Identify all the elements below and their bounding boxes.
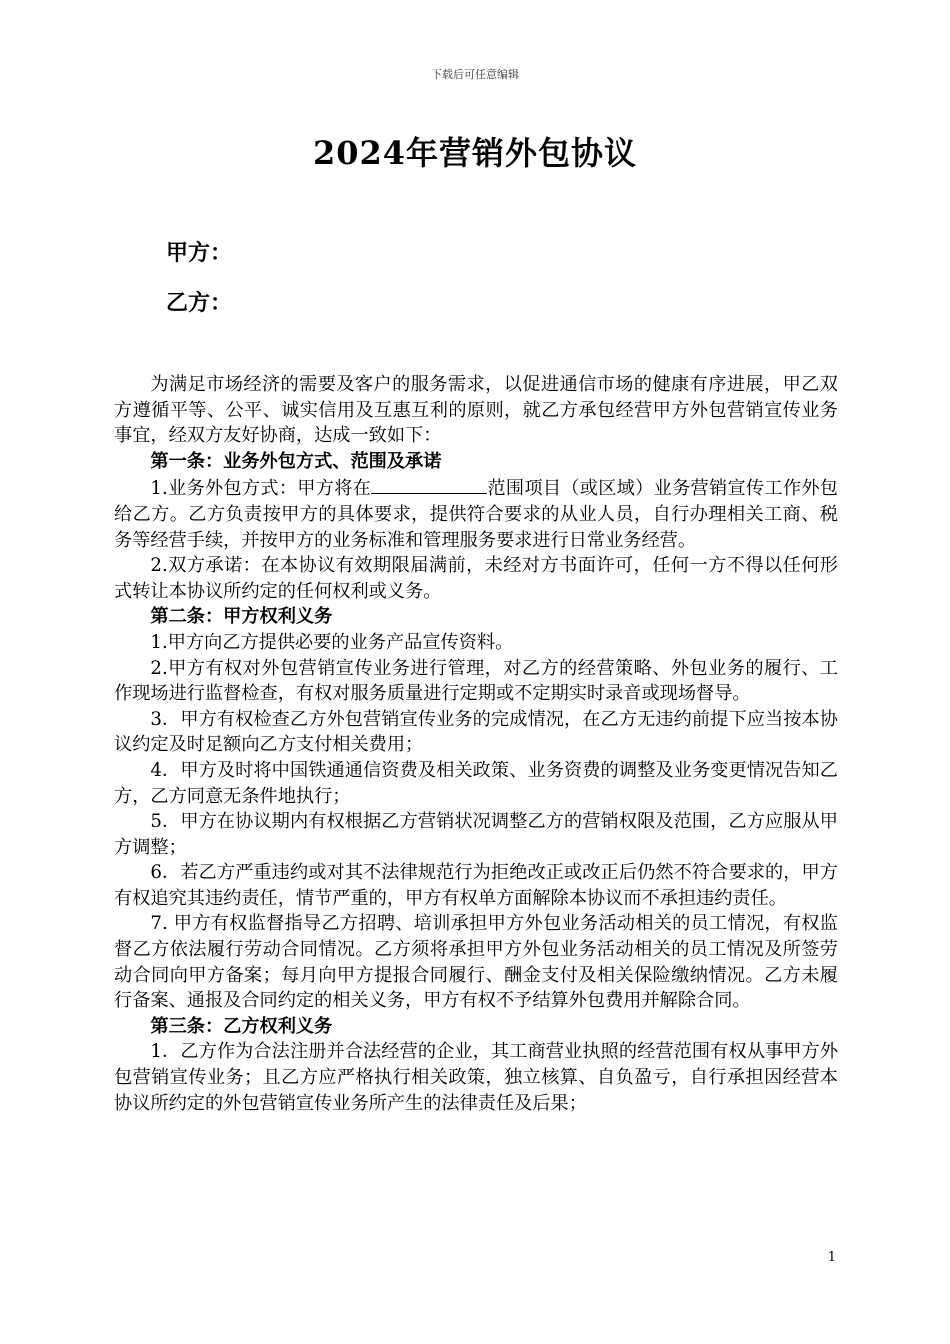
party-b-label: 乙方： [166,291,233,316]
article-1-item-1-rest: 范围项目（或区域）业务营销宣传工作外包给乙方。乙方负责按甲方的具体要求，提供符合要求的从业人员，自行办理相关工商、税务等经营手续，并按甲方的业务标准和管理服务要求进行日常业务经营。 [114,478,838,551]
article-2-item: 2.甲方有权对外包营销宣传业务进行管理，对乙方的经营策略、外包业务的履行、工作现场进行监督检查，有权对服务质量进行定期或不定期实时录音或现场督导。 [114,657,838,705]
article-2-item: 1.甲方向乙方提供必要的业务产品宣传资料。 [150,631,514,653]
article-2-item: 3．甲方有权检查乙方外包营销宣传业务的完成情况，在乙方无违约前提下应当按本协议约定及时足额向乙方支付相关费用； [114,708,838,756]
header-note: 下载后可任意编辑 [431,68,519,81]
article-1-item-1-lead: 1.业务外包方式：甲方将在 [150,478,372,500]
article-2-item: 7. 甲方有权监督指导乙方招聘、培训承担甲方外包业务活动相关的员工情况，有权监督乙方依法履行劳动合同情况。乙方须将承担甲方外包业务活动相关的员工情况及所签劳动合同向甲方备案；每月向甲方提报合同履行、酬金支付及相关保险缴纳情况。乙方未履行备案、通报及合同约定的相关义务，甲方有权不予结算外包费用并解除合同。 [114,913,838,1012]
article-3-item: 1．乙方作为合法注册并合法经营的企业，其工商营业执照的经营范围有权从事甲方外包营销宣传业务；且乙方应严格执行相关政策，独立核算、自负盈亏，自行承担因经营本协议所约定的外包营销宣传业务所产生的法律责任及后果； [114,1041,838,1114]
agreement-body [114,372,838,1116]
article-2-item: 6．若乙方严重违约或对其不法律规范行为拒绝改正或改正后仍然不符合要求的，甲方有权追究其违约责任，情节严重的，甲方有权单方面解除本协议而不承担违约责任。 [114,862,838,909]
article-1-item-2: 2.双方承诺：在本协议有效期限届满前，未经对方书面许可，任何一方不得以任何形式转让本协议所约定的任何权利或义务。 [114,555,838,602]
article-1-item-1 [114,474,838,553]
party-a-label: 甲方： [166,241,233,266]
page-number: 1 [827,1250,836,1265]
intro-paragraph: 为满足市场经济的需要及客户的服务需求，以促进通信市场的健康有序进展，甲乙双方遵循平等、公平、诚实信用及互惠互利的原则，就乙方承包经营甲方外包营销宣传业务事宜，经双方友好协商，达成一致如下： [114,374,838,447]
article-1-heading: 第一条：业务外包方式、范围及承诺 [150,450,442,472]
fill-in-blank [371,474,487,494]
article-3-heading: 第三条：乙方权利义务 [150,1015,333,1037]
article-2-heading: 第二条：甲方权利义务 [150,606,333,628]
article-2-item: 4．甲方及时将中国铁通通信资费及相关政策、业务资费的调整及业务变更情况告知乙方，乙方同意无条件地执行； [114,759,838,807]
article-2-item: 5．甲方在协议期内有权根据乙方营销状况调整乙方的营销权限及范围，乙方应服从甲方调整； [114,811,838,858]
document-title: 2024年营销外包协议 [312,134,638,172]
